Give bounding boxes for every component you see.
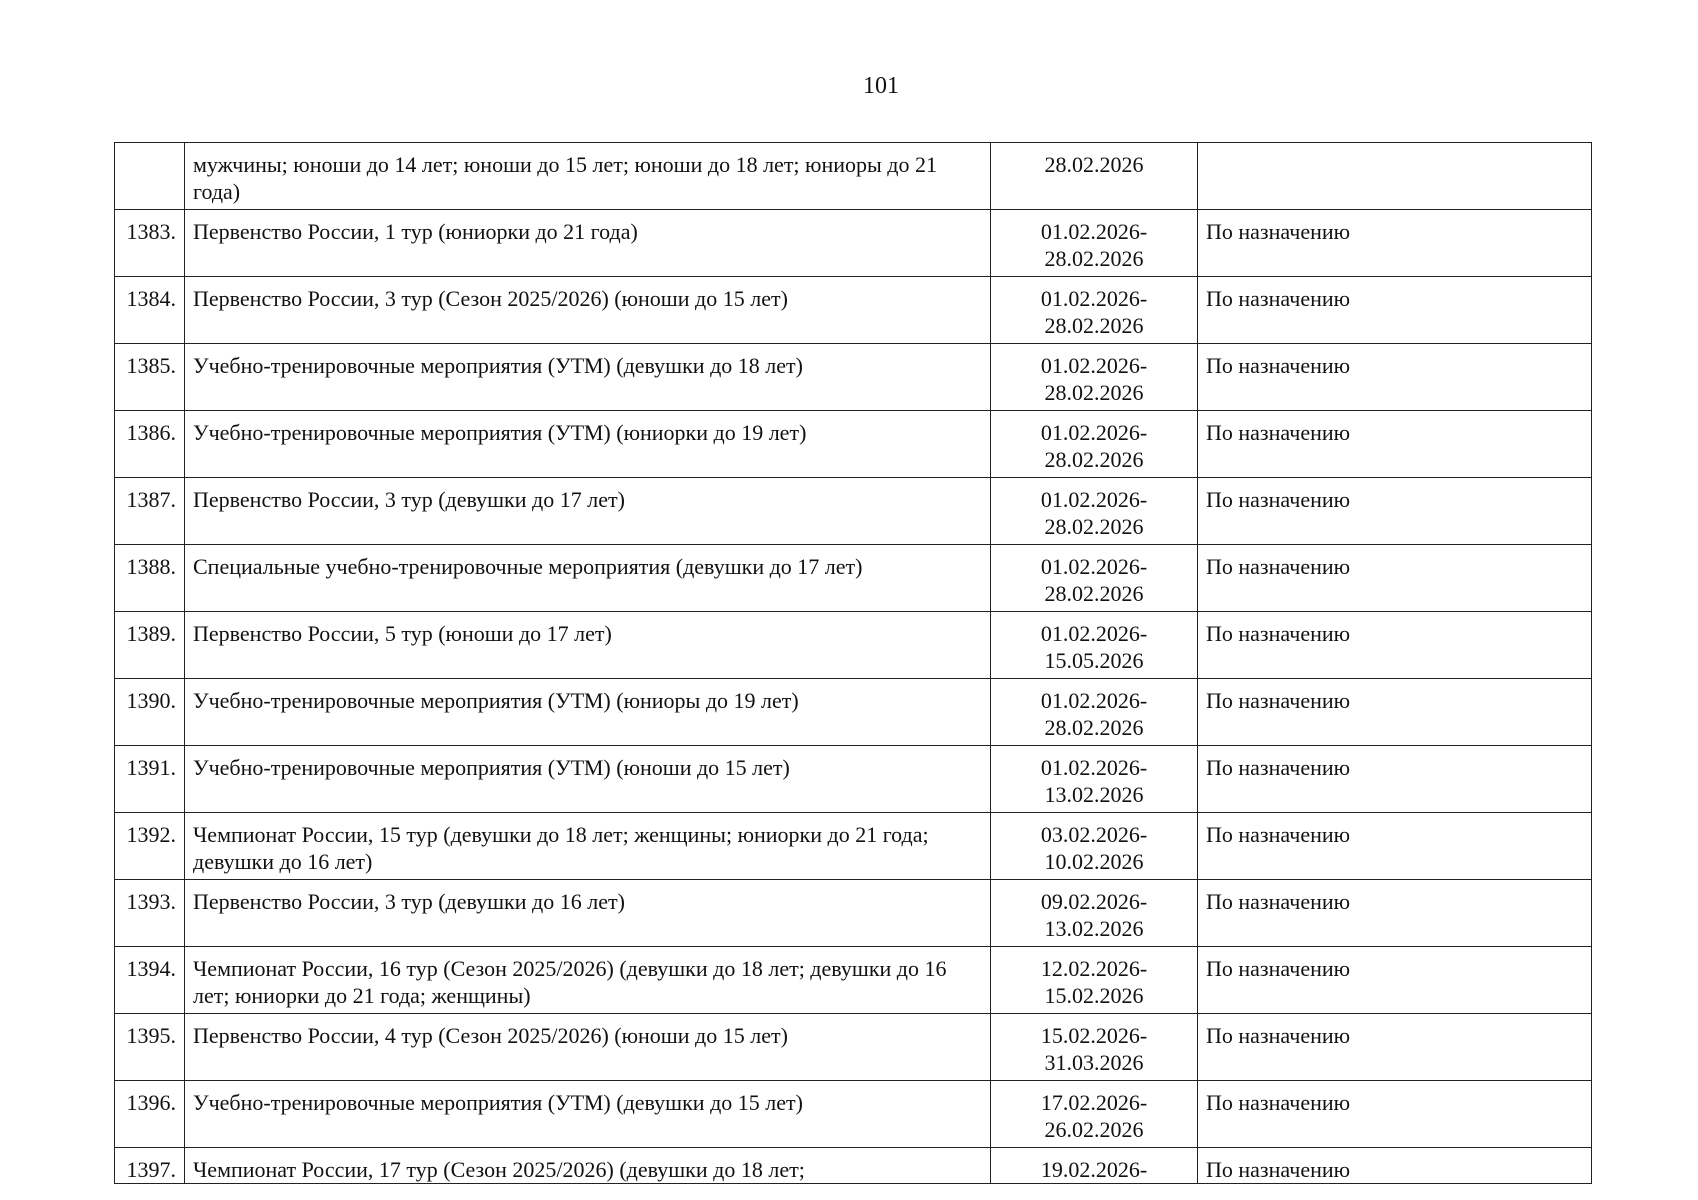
event-place: По назначению — [1198, 277, 1592, 344]
date-start: 01.02.2026- — [1040, 286, 1148, 311]
row-number: 1389. — [115, 612, 185, 679]
event-dates — [991, 947, 1198, 1014]
events-table — [114, 142, 1592, 1184]
event-place: По назначению — [1198, 344, 1592, 411]
table-row — [115, 947, 1592, 1014]
event-place: По назначению — [1198, 813, 1592, 880]
date-end: 28.02.2026 — [1044, 380, 1144, 405]
event-place: По назначению — [1198, 411, 1592, 478]
date-start: 12.02.2026- — [1040, 956, 1148, 981]
event-place: По назначению — [1198, 1081, 1592, 1148]
event-dates — [991, 478, 1198, 545]
table-row — [115, 813, 1592, 880]
date-start: 01.02.2026- — [1040, 353, 1148, 378]
row-number: 1386. — [115, 411, 185, 478]
event-name: Первенство России, 3 тур (Сезон 2025/2026) (юноши до 15 лет) — [185, 277, 991, 344]
date-end: 26.02.2026 — [1044, 1117, 1144, 1142]
date-end: 28.02.2026 — [1044, 313, 1144, 338]
date-start: 19.02.2026- — [1040, 1157, 1148, 1182]
table-row — [115, 210, 1592, 277]
event-dates — [991, 813, 1198, 880]
event-dates — [991, 612, 1198, 679]
event-name: Чемпионат России, 16 тур (Сезон 2025/2026) (девушки до 18 лет; девушки до 16 лет; юниорки до 21 года; женщины) — [185, 947, 991, 1014]
row-number: 1393. — [115, 880, 185, 947]
date-start: 01.02.2026- — [1040, 621, 1148, 646]
table-row — [115, 1148, 1592, 1184]
event-place: По назначению — [1198, 1148, 1592, 1184]
event-dates — [991, 545, 1198, 612]
date-end: 28.02.2026 — [1044, 715, 1144, 740]
table-row — [115, 679, 1592, 746]
event-name: Первенство России, 4 тур (Сезон 2025/2026) (юноши до 15 лет) — [185, 1014, 991, 1081]
date-end: 28.02.2026 — [1044, 246, 1144, 271]
row-number: 1385. — [115, 344, 185, 411]
event-name: Первенство России, 5 тур (юноши до 17 лет) — [185, 612, 991, 679]
row-number: 1387. — [115, 478, 185, 545]
date-end: 13.02.2026 — [1044, 916, 1144, 941]
table-row — [115, 880, 1592, 947]
table-row — [115, 1081, 1592, 1148]
date-end: 28.02.2026 — [1044, 514, 1144, 539]
event-dates — [991, 679, 1198, 746]
date-end: 10.02.2026 — [1044, 849, 1144, 874]
event-dates — [991, 1081, 1198, 1148]
event-name: Учебно-тренировочные мероприятия (УТМ) (девушки до 15 лет) — [185, 1081, 991, 1148]
event-name: Первенство России, 1 тур (юниорки до 21 года) — [185, 210, 991, 277]
row-number: 1395. — [115, 1014, 185, 1081]
event-name: Учебно-тренировочные мероприятия (УТМ) (девушки до 18 лет) — [185, 344, 991, 411]
event-dates — [991, 746, 1198, 813]
table-row — [115, 545, 1592, 612]
date-start: 09.02.2026- — [1040, 889, 1148, 914]
date-start: 01.02.2026- — [1040, 755, 1148, 780]
event-place: По назначению — [1198, 679, 1592, 746]
event-name: Первенство России, 3 тур (девушки до 16 лет) — [185, 880, 991, 947]
row-number: 1391. — [115, 746, 185, 813]
date-end: 28.02.2026 — [1044, 447, 1144, 472]
table-row — [115, 478, 1592, 545]
date-start: 01.02.2026- — [1040, 554, 1148, 579]
date-start: 03.02.2026- — [1040, 822, 1148, 847]
date-start: 15.02.2026- — [1040, 1023, 1148, 1048]
table-row — [115, 746, 1592, 813]
event-name: мужчины; юноши до 14 лет; юноши до 15 лет; юноши до 18 лет; юниоры до 21 года) — [185, 143, 991, 210]
table-row — [115, 1014, 1592, 1081]
table-row — [115, 143, 1592, 210]
event-dates — [991, 411, 1198, 478]
table-row — [115, 277, 1592, 344]
row-number — [115, 143, 185, 210]
event-name: Учебно-тренировочные мероприятия (УТМ) (юноши до 15 лет) — [185, 746, 991, 813]
event-name: Специальные учебно-тренировочные мероприятия (девушки до 17 лет) — [185, 545, 991, 612]
event-place: По назначению — [1198, 478, 1592, 545]
event-dates — [991, 1148, 1198, 1184]
event-name: Чемпионат России, 17 тур (Сезон 2025/2026) (девушки до 18 лет; — [185, 1148, 991, 1184]
date-start: 01.02.2026- — [1040, 487, 1148, 512]
event-place — [1198, 143, 1592, 210]
row-number: 1384. — [115, 277, 185, 344]
event-name: Учебно-тренировочные мероприятия (УТМ) (юниорки до 19 лет) — [185, 411, 991, 478]
date-end: 28.02.2026 — [1044, 581, 1144, 606]
row-number: 1394. — [115, 947, 185, 1014]
date-start: 17.02.2026- — [1040, 1090, 1148, 1115]
event-place: По назначению — [1198, 210, 1592, 277]
table-row — [115, 344, 1592, 411]
date-end: 13.02.2026 — [1044, 782, 1144, 807]
event-name: Первенство России, 3 тур (девушки до 17 лет) — [185, 478, 991, 545]
event-dates — [991, 277, 1198, 344]
date-start: 01.02.2026- — [1040, 219, 1148, 244]
row-number: 1388. — [115, 545, 185, 612]
page-number: 101 — [863, 73, 899, 99]
date-end: 15.02.2026 — [1044, 983, 1144, 1008]
date-start: 01.02.2026- — [1040, 420, 1148, 445]
event-name: Учебно-тренировочные мероприятия (УТМ) (юниоры до 19 лет) — [185, 679, 991, 746]
row-number: 1397. — [115, 1148, 185, 1184]
row-number: 1396. — [115, 1081, 185, 1148]
event-dates — [991, 880, 1198, 947]
event-place: По назначению — [1198, 880, 1592, 947]
date-end: 15.05.2026 — [1044, 648, 1144, 673]
table-row — [115, 612, 1592, 679]
event-place: По назначению — [1198, 947, 1592, 1014]
date-start: 28.02.2026 — [1044, 152, 1144, 177]
date-start: 01.02.2026- — [1040, 688, 1148, 713]
event-place: По назначению — [1198, 545, 1592, 612]
event-place: По назначению — [1198, 746, 1592, 813]
row-number: 1392. — [115, 813, 185, 880]
event-dates — [991, 344, 1198, 411]
event-dates — [991, 1014, 1198, 1081]
event-place: По назначению — [1198, 612, 1592, 679]
event-dates — [991, 210, 1198, 277]
table-row — [115, 411, 1592, 478]
row-number: 1390. — [115, 679, 185, 746]
date-end: 31.03.2026 — [1044, 1050, 1144, 1075]
event-place: По назначению — [1198, 1014, 1592, 1081]
row-number: 1383. — [115, 210, 185, 277]
event-name: Чемпионат России, 15 тур (девушки до 18 лет; женщины; юниорки до 21 года; девушки до 16 лет) — [185, 813, 991, 880]
event-dates — [991, 143, 1198, 210]
